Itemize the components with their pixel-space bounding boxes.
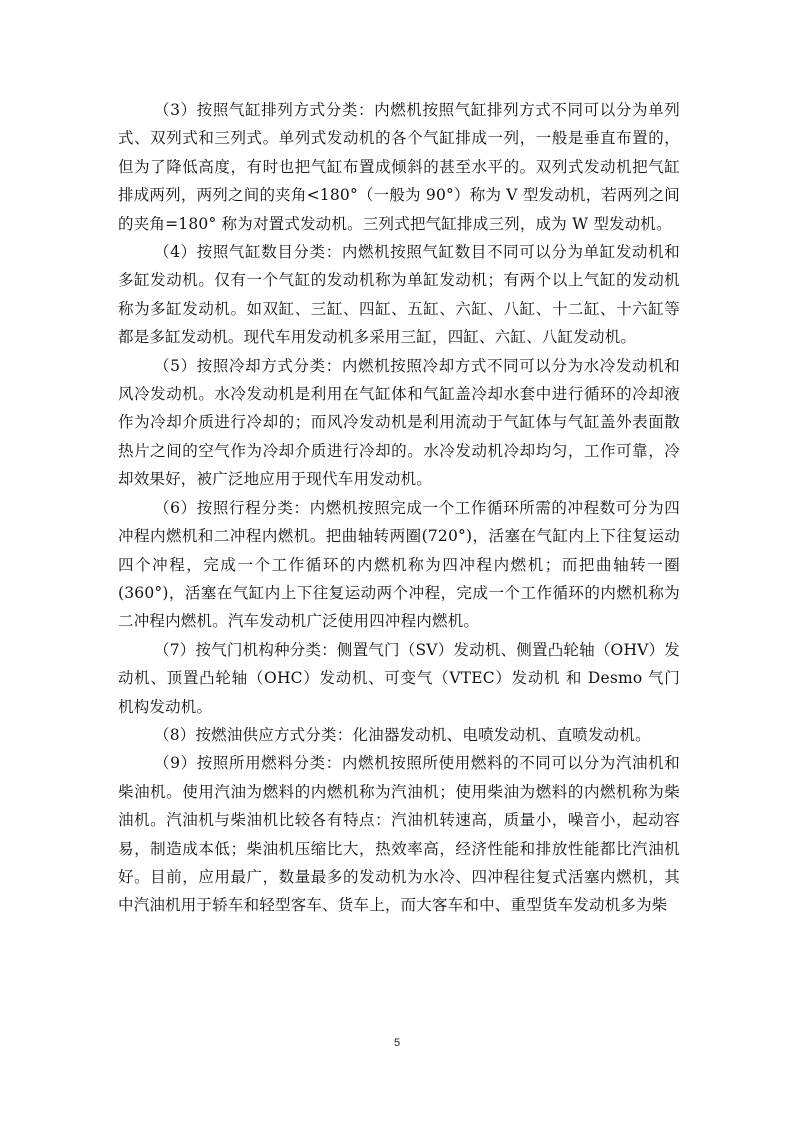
paragraph-fuel-supply: （8）按燃油供应方式分类：化油器发动机、电喷发动机、直喷发动机。: [154, 725, 651, 744]
document-body: [118, 96, 680, 920]
paragraph-valve-mechanism: （7）按气门机构种分类：侧置气门（SV）发动机、侧置凸轮轴（OHV）发动机、顶置凸轮轴（OHC）发动机、可变气（VTEC）发动机 和 Desmo 气门机构发动机。: [118, 640, 680, 716]
paragraph-cylinder-count: （4）按照气缸数目分类：内燃机按照气缸数目不同可以分为单缸发动机和多缸发动机。仅有一个气缸的发动机称为单缸发动机；有两个以上气缸的发动机称为多缸发动机。如双缸、三缸、四缸、五缸、六缸、八缸、十二缸、十六缸等都是多缸发动机。现代车用发动机多采用三缸，四缸、六缸、八缸发动机。: [118, 243, 680, 347]
page-number: 5: [393, 1037, 401, 1049]
paragraph-fuel-type: （9）按照所用燃料分类：内燃机按照所使用燃料的不同可以分为汽油机和柴油机。使用汽油为燃料的内燃机称为汽油机；使用柴油为燃料的内燃机称为柴油机。汽油机与柴油机比较各有特点：汽油机转速高，质量小，噪音小，起动容易，制造成本低；柴油机压缩比大，热效率高，经济性能和排放性能都比汽油机好。目前，应用最广，数量最多的发动机为水冷、四冲程往复式活塞内燃机，其中汽油机用于轿车和轻型客车、货车上，而大客车和中、重型货车发动机多为柴: [118, 754, 680, 915]
paragraph-cylinder-arrangement: （3）按照气缸排列方式分类：内燃机按照气缸排列方式不同可以分为单列式、双列式和三列式。单列式发动机的各个气缸排成一列，一般是垂直布置的，但为了降低高度，有时也把气缸布置成倾斜的甚至水平的。双列式发动机把气缸排成两列，两列之间的夹角<180°（一般为 90°）称为 V 型发动机，若两列之间的夹角=180° 称为对置式发动机。三列式把气缸排成三列，成为 W 型发动机。: [118, 101, 680, 233]
paragraph-stroke: （6）按照行程分类：内燃机按照完成一个工作循环所需的冲程数可分为四冲程内燃机和二冲程内燃机。把曲轴转两圈(720°)，活塞在气缸内上下往复运动四个冲程，完成一个工作循环的内燃机称为四冲程内燃机；而把曲轴转一圈(360°)，活塞在气缸内上下往复运动两个冲程，完成一个工作循环的内燃机称为二冲程内燃机。汽车发动机广泛使用四冲程内燃机。: [118, 498, 680, 631]
paragraph-cooling-method: （5）按照冷却方式分类：内燃机按照冷却方式不同可以分为水冷发动机和风冷发动机。水冷发动机是利用在气缸体和气缸盖冷却水套中进行循环的冷却液作为冷却介质进行冷却的；而风冷发动机是利用流动于气缸体与气缸盖外表面散热片之间的空气作为冷却介质进行冷却的。水冷发动机冷却均匀，工作可靠，冷却效果好，被广泛地应用于现代车用发动机。: [118, 356, 680, 489]
